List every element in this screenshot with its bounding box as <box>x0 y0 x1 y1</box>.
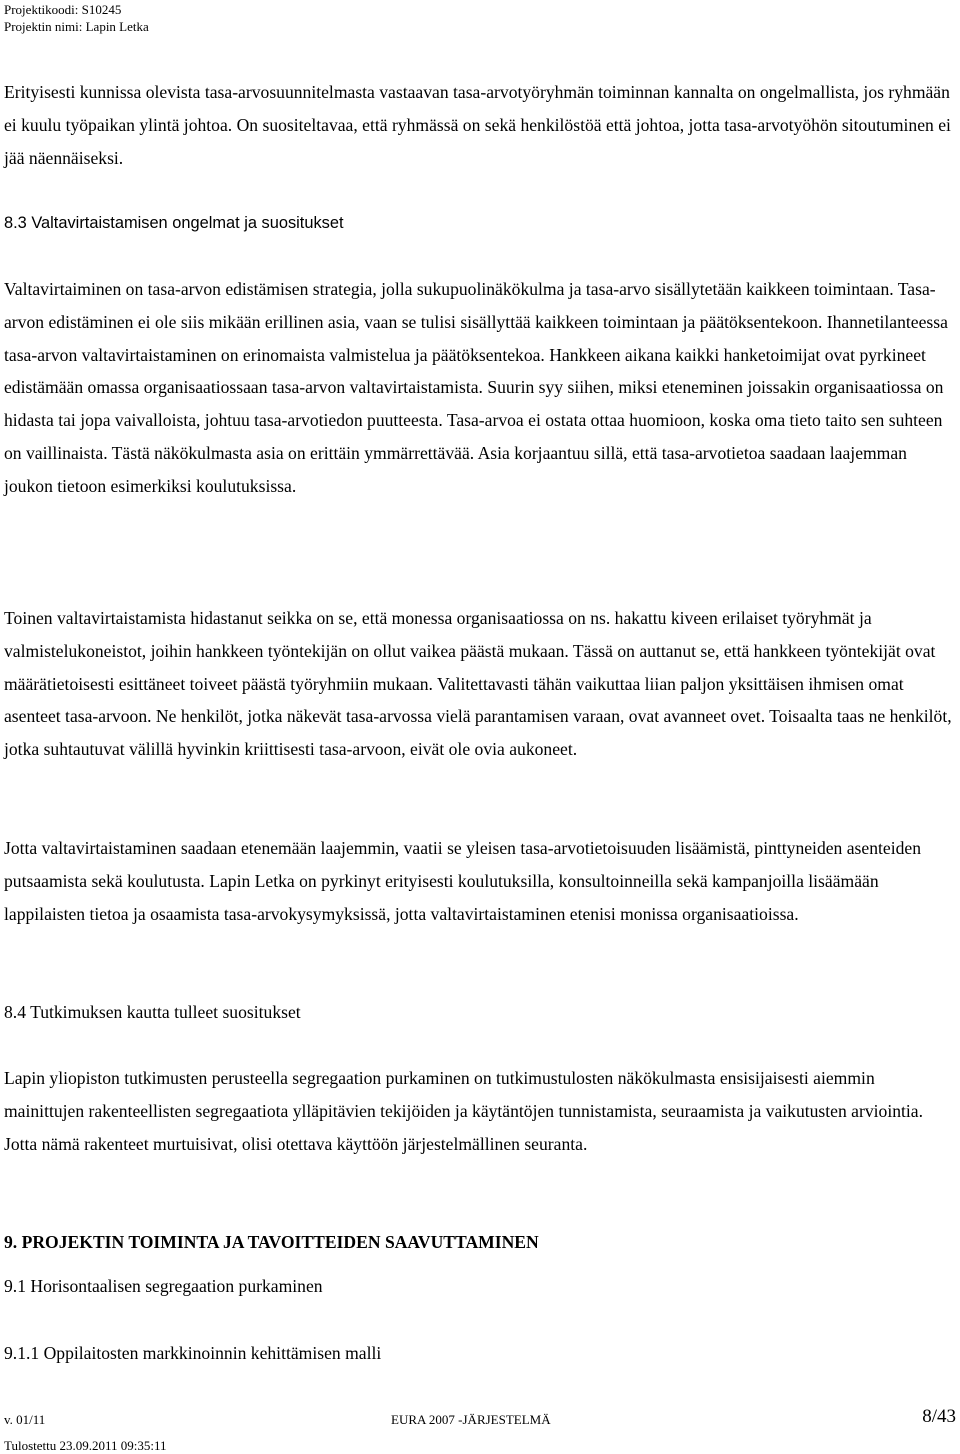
paragraph-tasa-arvotyoryhma: Erityisesti kunnissa olevista tasa-arvosuunnitelmasta vastaavan tasa-arvotyöryhmän toiminnan kannalta on ongelmallista, jos ryhmään ei kuulu työpaikan ylintä johtoa. On suositeltavaa, että ryhmässä on sekä henkilöstöä että johtoa, jotta tasa-arvotyöhön sitoutuminen ei jää näennäiseksi. <box>4 82 951 168</box>
project-code: Projektikoodi: S10245 <box>4 2 122 17</box>
heading-9-1: 9.1 Horisontaalisen segregaation purkaminen <box>4 1276 323 1296</box>
footer-system: EURA 2007 -JÄRJESTELMÄ <box>391 1412 551 1427</box>
heading-8-3: 8.3 Valtavirtaistamisen ongelmat ja suositukset <box>4 214 344 232</box>
heading-9-1-1: 9.1.1 Oppilaitosten markkinoinnin kehittämisen malli <box>4 1343 382 1363</box>
heading-9: 9. PROJEKTIN TOIMINTA JA TAVOITTEIDEN SAAVUTTAMINEN <box>4 1232 539 1252</box>
footer-printed: Tulostettu 23.09.2011 09:35:11 <box>4 1438 167 1453</box>
page-header <box>4 1 149 35</box>
paragraph-valtavirtaistaminen: Valtavirtaiminen on tasa-arvon edistämisen strategia, jolla sukupuolinäkökulma ja tasa-arvo sisällytetään kaikkeen toimintaan. Tasa-arvon edistäminen ei ole siis mikään erillinen asia, vaan se tulisi sisällyttää kaikkeen toimintaan ja päätöksentekoon. Ihannetilanteessa tasa-arvon valtavirtaistaminen on erinomaista valmistelua ja päätöksentekoa. Hankkeen aikana kaikki hanketoimijat ovat pyrkineet edistämään omassa organisaatiossaan tasa-arvon valtavirtaistamista. Suurin syy siihen, miksi eteneminen joissakin organisaatiossa on hidasta tai jopa vaivalloista, johtuu tasa-arvotiedon puutteesta. Tasa-arvoa ei ostata ottaa huomioon, koska oma tieto taito sen suhteen on vaillinaista. Tästä näkökulmasta asia on erittäin ymmärrettävää. Asia korjaantuu sillä, että tasa-arvotietoa saadaan laajemman joukon tietoon esimerkiksi koulutuksissa. <box>4 279 948 496</box>
paragraph-toinen-seikka: Toinen valtavirtaistamista hidastanut seikka on se, että monessa organisaatiossa on ns. hakattu kiveen erilaiset työryhmät ja valmistelukoneistot, joihin hankkeen työntekijän on ollut vaikea päästä mukaan. Tässä on auttanut se, että hankkeen työntekijät ovat määrätietoisesti esittäneet toiveet päästä työryhmiin mukaan. Valitettavasti tähän vaikuttaa liian paljon yksittäisen ihmisen omat asenteet tasa-arvoon. Ne henkilöt, jotka näkevät tasa-arvossa vielä parantamisen varaan, ovat avanneet ovet. Toisaalta taas ne henkilöt, jotka suhtautuvat välillä hyvinkin kriittisesti tasa-arvoon, eivät ole ovia aukoneet. <box>4 608 952 760</box>
heading-8-4: 8.4 Tutkimuksen kautta tulleet suositukset <box>4 1002 301 1022</box>
paragraph-lapin-yliopisto: Lapin yliopiston tutkimusten perusteella segregaation purkaminen on tutkimustulosten näkökulmasta ensisijaisesti aiemmin mainittujen rakenteellisten segregaatiota ylläpitävien tekijöiden ja käytäntöjen tunnistamista, seuraamista ja vaikutusten arviointia. Jotta nämä rakenteet murtuisivat, olisi otettava käyttöön järjestelmällinen seuranta. <box>4 1068 923 1154</box>
paragraph-jotta-valtavirtaistaminen: Jotta valtavirtaistaminen saadaan etenemään laajemmin, vaatii se yleisen tasa-arvotietoisuuden lisäämistä, pinttyneiden asenteiden putsaamista sekä koulutusta. Lapin Letka on pyrkinyt erityisesti koulutuksilla, konsultoinneilla sekä kampanjoilla lisäämään lappilaisten tietoa ja osaamista tasa-arvokysymyksissä, jotta valtavirtaistaminen etenisi monissa organisaatioissa. <box>4 838 921 924</box>
footer-page-number: 8/43 <box>922 1406 956 1427</box>
footer-version: v. 01/11 <box>4 1412 46 1427</box>
project-name: Projektin nimi: Lapin Letka <box>4 19 149 34</box>
